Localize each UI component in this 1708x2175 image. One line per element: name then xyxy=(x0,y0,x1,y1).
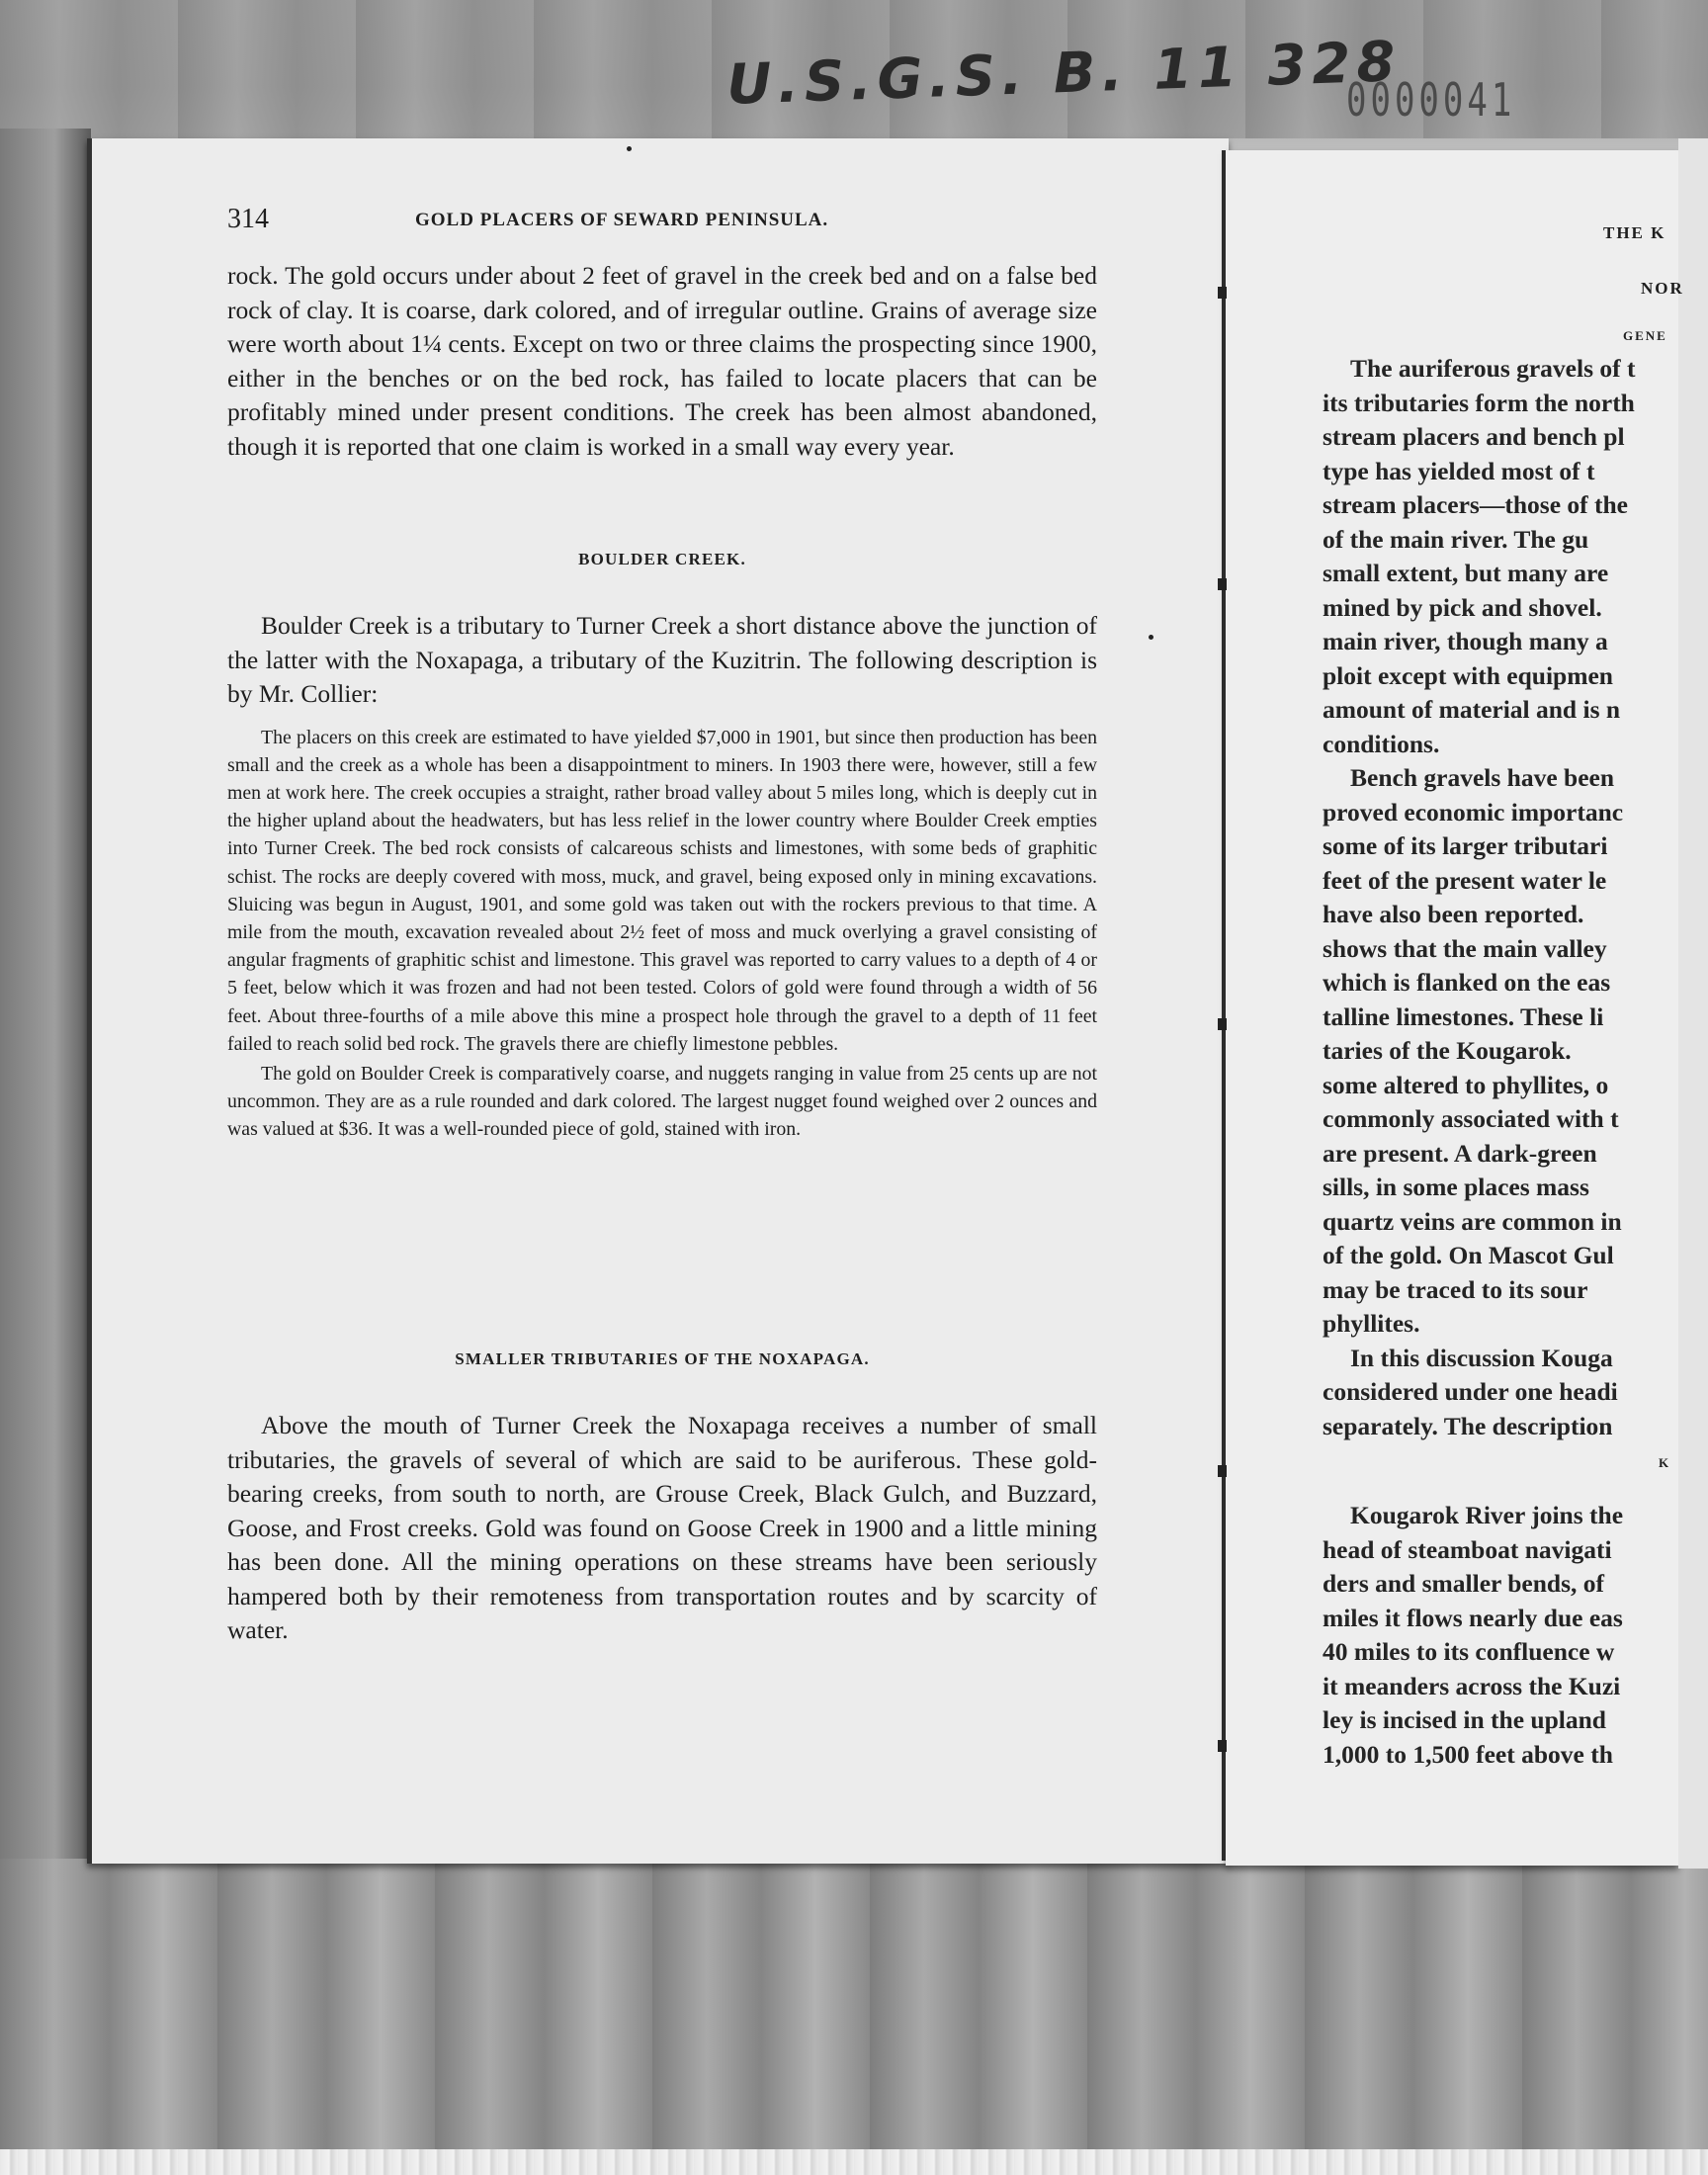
right-text-line: ploit except with equipmen xyxy=(1323,660,1613,690)
right-text-line: miles it flows nearly due eas xyxy=(1323,1603,1623,1632)
handwritten-label: U.S.G.S. B. 11 328 xyxy=(726,30,1403,118)
right-text-line: The auriferous gravels of t xyxy=(1350,354,1636,383)
paragraph: rock. The gold occurs under about 2 feet of gravel in the creek bed and on a false bed rock of clay. It is coarse, dark colored, and of irregular outline. Grains of average size were worth about 1¼ cents. Except on two or three claims the prospecting since 1900, either in the benches or on the bed rock, has failed to locate placers that can be profitably mined under present conditions. The creek has been almost abandoned, though it is reported that one claim is worked in a small way every year. xyxy=(227,261,1097,461)
right-text-line: quartz veins are common in xyxy=(1323,1206,1622,1236)
right-text-line: of the gold. On Mascot Gul xyxy=(1323,1241,1614,1269)
right-text-line: considered under one headi xyxy=(1323,1377,1618,1406)
right-running-head: THE K xyxy=(1603,223,1666,242)
right-text-line: head of steamboat navigati xyxy=(1323,1534,1612,1564)
right-text-line: Bench gravels have been xyxy=(1350,763,1615,792)
speck xyxy=(627,146,632,151)
right-text-line: 1,000 to 1,500 feet above th xyxy=(1323,1739,1613,1769)
quoted-paragraph: The placers on this creek are estimated to have yielded $7,000 in 1901, but since then production has been small and the creek as a whole has been a disappointment to miners. In 1903 there were, however, still a few men at work here. The creek occupies a straight, rather broad valley about 5 miles long, which is deeply cut in the higher upland about the headwaters, but has less relief in the lower country where Boulder Creek empties into Turner Creek. The bed rock consists of calcareous schists and limestones, with some beds of graphitic schist. The rocks are deeply covered with moss, muck, and gravel, being exposed only in mining excavations. Sluicing was begun in August, 1901, and some gold was taken out with the rockers previous to that time. A mile from the mouth, excavation revealed about 2½ feet of moss and muck overlying a gravel consisting of angular fragments of graphitic schist and limestone. This gravel was reported to carry values to a depth of 4 or 5 feet, below which it was frozen and had not been tested. Colors of gold were found through a width of 56 feet. About three-fourths of a mile above this mine a prospect hole through the gravel to a depth of 11 feet failed to reach solid bed rock. The gravels there are chiefly limestone pebbles. xyxy=(227,726,1097,1055)
right-text-line: 40 miles to its confluence w xyxy=(1323,1637,1615,1666)
right-text-line: of the main river. The gu xyxy=(1323,524,1589,554)
right-subheading: K xyxy=(1659,1455,1671,1470)
right-text-line: ley is incised in the upland xyxy=(1323,1705,1606,1734)
right-text-line: In this discussion Kouga xyxy=(1350,1343,1613,1372)
running-head xyxy=(227,204,1117,243)
right-text-line: feet of the present water le xyxy=(1323,865,1607,895)
right-subheading: GENE xyxy=(1623,328,1667,343)
right-text-line: shows that the main valley xyxy=(1323,933,1607,963)
right-text-line: separately. The description xyxy=(1323,1411,1613,1440)
section-boulder-creek xyxy=(227,550,1097,1144)
right-text-line: amount of material and is n xyxy=(1323,695,1621,724)
book-gutter xyxy=(1222,150,1226,1861)
right-text-line: stream placers and bench pl xyxy=(1323,422,1625,451)
page-number: 314 xyxy=(227,204,269,234)
running-head-title: GOLD PLACERS OF SEWARD PENINSULA. xyxy=(415,210,829,230)
right-text-line: some of its larger tributari xyxy=(1323,831,1608,860)
right-text-line: may be traced to its sour xyxy=(1323,1274,1588,1304)
right-text-line: ders and smaller bends, of xyxy=(1323,1569,1605,1598)
right-text-line: taries of the Kougarok. xyxy=(1323,1036,1572,1065)
scan-background-bottom xyxy=(0,1859,1708,2175)
right-heading: NOR xyxy=(1641,279,1684,298)
right-column-b xyxy=(1323,1499,1680,1772)
right-text-line: Kougarok River joins the xyxy=(1350,1501,1624,1529)
right-text-line: small extent, but many are xyxy=(1323,559,1609,587)
section-smaller-tributaries xyxy=(227,1349,1097,1648)
binding-mark xyxy=(1218,1740,1227,1752)
binding-mark xyxy=(1218,1465,1227,1477)
right-text-line: are present. A dark-green xyxy=(1323,1138,1597,1168)
right-text-line: sills, in some places mass xyxy=(1323,1173,1589,1201)
right-text-line: mined by pick and shovel. xyxy=(1323,592,1602,622)
right-text-line: some altered to phyllites, o xyxy=(1323,1070,1609,1099)
right-column-a xyxy=(1323,352,1680,1443)
right-text-line: commonly associated with t xyxy=(1323,1104,1619,1133)
binding-mark xyxy=(1218,287,1227,299)
right-text-line: stream placers—those of the xyxy=(1323,490,1629,519)
right-text-line: have also been reported. xyxy=(1323,900,1584,928)
quoted-paragraph: The gold on Boulder Creek is comparatively coarse, and nuggets ranging in value from 25 cents up are not uncommon. They are as a rule rounded and dark colored. The largest nugget found weighed over 2 ounces and was valued at $36. It was a well-rounded piece of gold, stained with iron. xyxy=(227,1062,1097,1141)
right-text-line: its tributaries form the north xyxy=(1323,388,1635,417)
paragraph: Above the mouth of Turner Creek the Noxapaga receives a number of small tributaries, the gravels of several of which are said to be auriferous. These gold-bearing creeks, from south to north, are Grouse Creek, Black Gulch, and Buzzard, Goose, and Frost creeks. Gold was found on Goose Creek in 1900 and a little mining has been done. All the mining operations on these streams have been seriously hampered both by their remoteness from transportation routes and by scarcity of water. xyxy=(227,1411,1097,1644)
section-heading: SMALLER TRIBUTARIES OF THE NOXAPAGA. xyxy=(455,1349,870,1368)
paragraph: Boulder Creek is a tributary to Turner Creek a short distance above the junction of the latter with the Noxapaga, a tributary of the Kuzitrin. The following description is by Mr. Collier: xyxy=(227,611,1097,708)
right-text-line: type has yielded most of t xyxy=(1323,456,1595,485)
binding-mark xyxy=(1218,578,1227,590)
binding-mark xyxy=(1218,1018,1227,1030)
right-text-line: proved economic importanc xyxy=(1323,797,1624,826)
left-column-top xyxy=(227,259,1097,464)
right-text-line: talline limestones. These li xyxy=(1323,1001,1604,1031)
right-text-line: conditions. xyxy=(1323,729,1440,758)
right-text-line: main river, though many a xyxy=(1323,627,1608,655)
stamp-number: 0000041 xyxy=(1346,74,1516,128)
speck xyxy=(1149,635,1153,640)
scan-background-left xyxy=(0,129,91,1869)
right-text-line: phyllites. xyxy=(1323,1309,1420,1338)
page-edge xyxy=(1678,138,1708,1869)
section-heading: BOULDER CREEK. xyxy=(578,550,746,568)
right-text-line: it meanders across the Kuzi xyxy=(1323,1671,1621,1700)
right-text-line: which is flanked on the eas xyxy=(1323,968,1611,997)
